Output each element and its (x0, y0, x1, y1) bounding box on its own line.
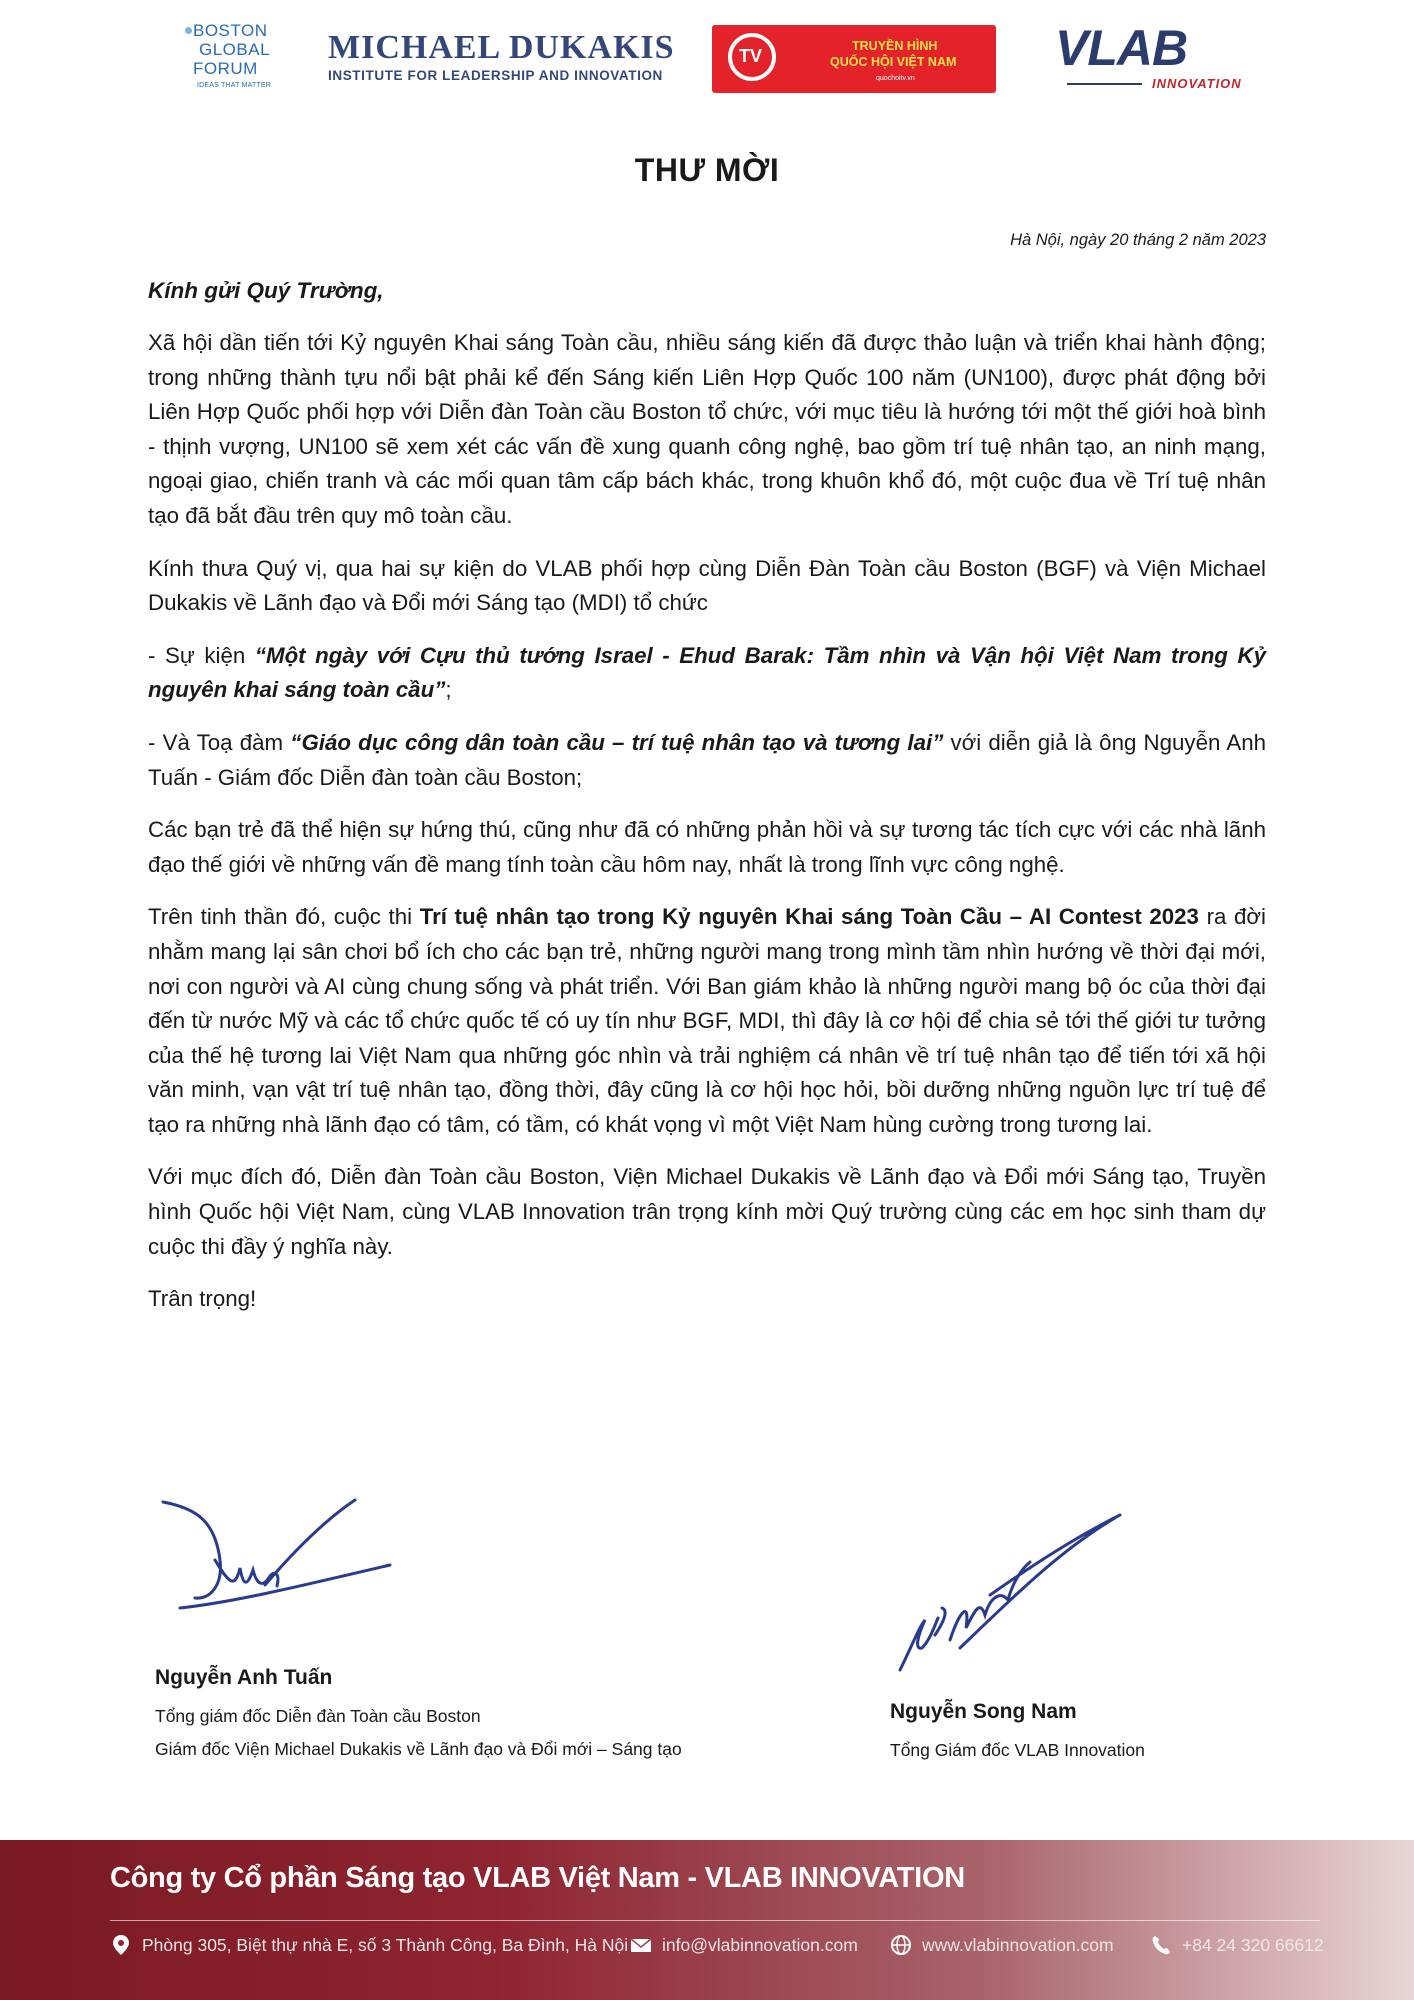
signer-block-1 (155, 1666, 682, 1766)
event-title: “Một ngày với Cựu thủ tướng Israel - Ehud Barak: Tầm nhìn và Vận hội Việt Nam trong Kỷ nguyên khai sáng toàn cầu” (148, 642, 1267, 703)
logo-text: QUỐC HỘI VIỆT NAM (830, 55, 957, 69)
signer-block-2 (890, 1700, 1145, 1767)
paragraph: Xã hội dần tiến tới Kỷ nguyên Khai sáng Toàn cầu, nhiều sáng kiến đã được thảo luận và triển khai hành động; trong những thành tựu nổi bật phải kể đến Sáng kiến Liên Hợp Quốc 100 năm (UN100), được phát động bởi Liên Hợp Quốc phối hợp với Diễn đàn Toàn cầu Boston tổ chức, với mục tiêu là hướng tới một thế giới hoà bình - thịnh vượng, UN100 sẽ xem xét các vấn đề xung quanh công nghệ, bao gồm trí tuệ nhân tạo, an ninh mạng, ngoại giao, chiến tranh và các mối quan tâm cấp bách khác, trong khuôn khổ đó, một cuộc đua về Trí tuệ nhân tạo đã bắt đầu trên quy mô toàn cầu. (148, 330, 1266, 528)
email[interactable] (630, 1934, 858, 1956)
vlab-innovation-logo (1055, 20, 1242, 95)
paragraph-contest (148, 900, 1266, 1142)
text: với diễn giả là ông Nguyễn Anh Tuấn - Giám đốc Diễn đàn toàn cầu Boston; (148, 729, 1266, 790)
paragraph: Kính thưa Quý vị, qua hai sự kiện do VLAB phối hợp cùng Diễn Đàn Toàn cầu Boston (BGF) và Viện Michael Dukakis về Lãnh đạo và Đổi mới Sáng tạo (MDI) tổ chức (148, 555, 1266, 616)
signer-name: Nguyễn Anh Tuấn (155, 1666, 333, 1689)
phone[interactable] (1150, 1934, 1324, 1956)
text: - Và Toạ đàm (148, 729, 291, 755)
logo-text: FORUM (193, 59, 258, 78)
logo-tagline: IDEAS THAT MATTER (197, 82, 272, 89)
text: ; (445, 677, 452, 703)
logo-text: MICHAEL DUKAKIS (328, 29, 675, 66)
header-logos (0, 0, 1414, 110)
email-link[interactable]: info@vlabinnovation.com (662, 1934, 858, 1955)
text: Trên tinh thần đó, cuộc thi (148, 904, 420, 930)
salutation: Kính gửi Quý Trường, (148, 278, 384, 303)
paragraph: Với mục đích đó, Diễn đàn Toàn cầu Boston, Viện Michael Dukakis về Lãnh đạo và Đổi mới Sáng tạo, Truyền hình Quốc hội Việt Nam, cùng VLAB Innovation trân trọng kính mời Quý trường cùng các em học sinh tham dự cuộc thi đầy ý nghĩa này. (148, 1164, 1266, 1259)
logo-dot (185, 27, 192, 34)
boston-global-forum-logo (185, 22, 290, 98)
signature-nguyen-song-nam (890, 1500, 1130, 1675)
signature-nguyen-anh-tuan (155, 1490, 395, 1630)
globe-icon (890, 1934, 912, 1956)
envelope-icon (630, 1934, 652, 1956)
text: - Sự kiện (148, 642, 255, 668)
phone-text[interactable]: +84 24 320 66612 (1182, 1934, 1324, 1955)
quoc-hoi-tv-logo (712, 25, 996, 93)
closing: Trân trọng! (148, 1286, 257, 1312)
logo-text: VLAB (1055, 20, 1188, 76)
phone-icon (1150, 1934, 1172, 1956)
michael-dukakis-institute-logo (328, 29, 675, 92)
address-text: Phòng 305, Biệt thự nhà E, số 3 Thành Công, Ba Đình, Hà Nội (142, 1934, 629, 1955)
letter-body (148, 326, 1266, 1335)
footer-divider (110, 1920, 1320, 1921)
tv-emblem-icon (728, 33, 776, 81)
contact-row (110, 1934, 1324, 1964)
event-title: “Giáo dục công dân toàn cầu – trí tuệ nhân tạo và tương lai” (290, 729, 944, 755)
location-pin-icon (110, 1934, 132, 1956)
signer-role: Tổng Giám đốc VLAB Innovation (890, 1740, 1145, 1760)
letter-title: THƯ MỜI (634, 152, 780, 188)
logo-subtitle: INSTITUTE FOR LEADERSHIP AND INNOVATION (328, 68, 663, 83)
signer-name: Nguyễn Song Nam (890, 1700, 1077, 1723)
logo-mark: TV (739, 46, 763, 66)
company-name: Công ty Cổ phần Sáng tạo VLAB Việt Nam - VLAB INNOVATION (110, 1862, 965, 1894)
paragraph: Các bạn trẻ đã thể hiện sự hứng thú, cũng như đã có những phản hồi và sự tương tác tích cực với các nhà lãnh đạo thế giới về những vấn đề mang tính toàn cầu hôm nay, nhất là trong lĩnh vực công nghệ. (148, 817, 1266, 877)
paragraph-event-1 (148, 639, 1266, 708)
signer-role: Giám đốc Viện Michael Dukakis về Lãnh đạo và Đổi mới – Sáng tạo (155, 1739, 682, 1759)
logo-rule (1067, 83, 1142, 85)
letterhead-footer (0, 1840, 1414, 2000)
logo-text: GLOBAL (199, 40, 271, 59)
signer-role: Tổng giám đốc Diễn đàn Toàn cầu Boston (155, 1706, 481, 1726)
contest-name: Trí tuệ nhân tạo trong Kỷ nguyên Khai sáng Toàn Cầu – AI Contest 2023 (419, 904, 1199, 930)
website-link[interactable]: www.vlabinnovation.com (922, 1934, 1114, 1955)
logo-text: TRUYỀN HÌNH (852, 39, 938, 53)
logo-url: quochoitv.vn (876, 75, 915, 82)
letter-date: Hà Nội, ngày 20 tháng 2 năm 2023 (1010, 231, 1266, 249)
website[interactable] (890, 1934, 1114, 1956)
logo-text: BOSTON (193, 21, 268, 40)
text: ra đời nhằm mang lại sân chơi bổ ích cho các bạn trẻ, những người mang trong mình tầm nhìn hướng về thời đại mới, nơi con người và AI cùng chung sống và phát triển. Với Ban giám khảo là những người mang bộ óc của thời đại đến từ nước Mỹ và các tổ chức quốc tế có uy tín như BGF, MDI, thì đây là cơ hội để chia sẻ tới thế giới tư tưởng của thế hệ tương lai Việt Nam qua những góc nhìn và trải nghiệm cá nhân về trí tuệ nhân tạo để tiến tới xã hội văn minh, vạn vật trí tuệ nhân tạo, đồng thời, đây cũng là cơ hội học hỏi, bồi dưỡng những nguồn lực trí tuệ để tạo ra những nhà lãnh đạo có tâm, có tầm, có khát vọng vì một Việt Nam hùng cường trong tương lai. (148, 904, 1266, 1137)
address (110, 1934, 628, 1956)
logo-subtitle: INNOVATION (1152, 76, 1242, 91)
paragraph-event-2 (148, 726, 1266, 795)
